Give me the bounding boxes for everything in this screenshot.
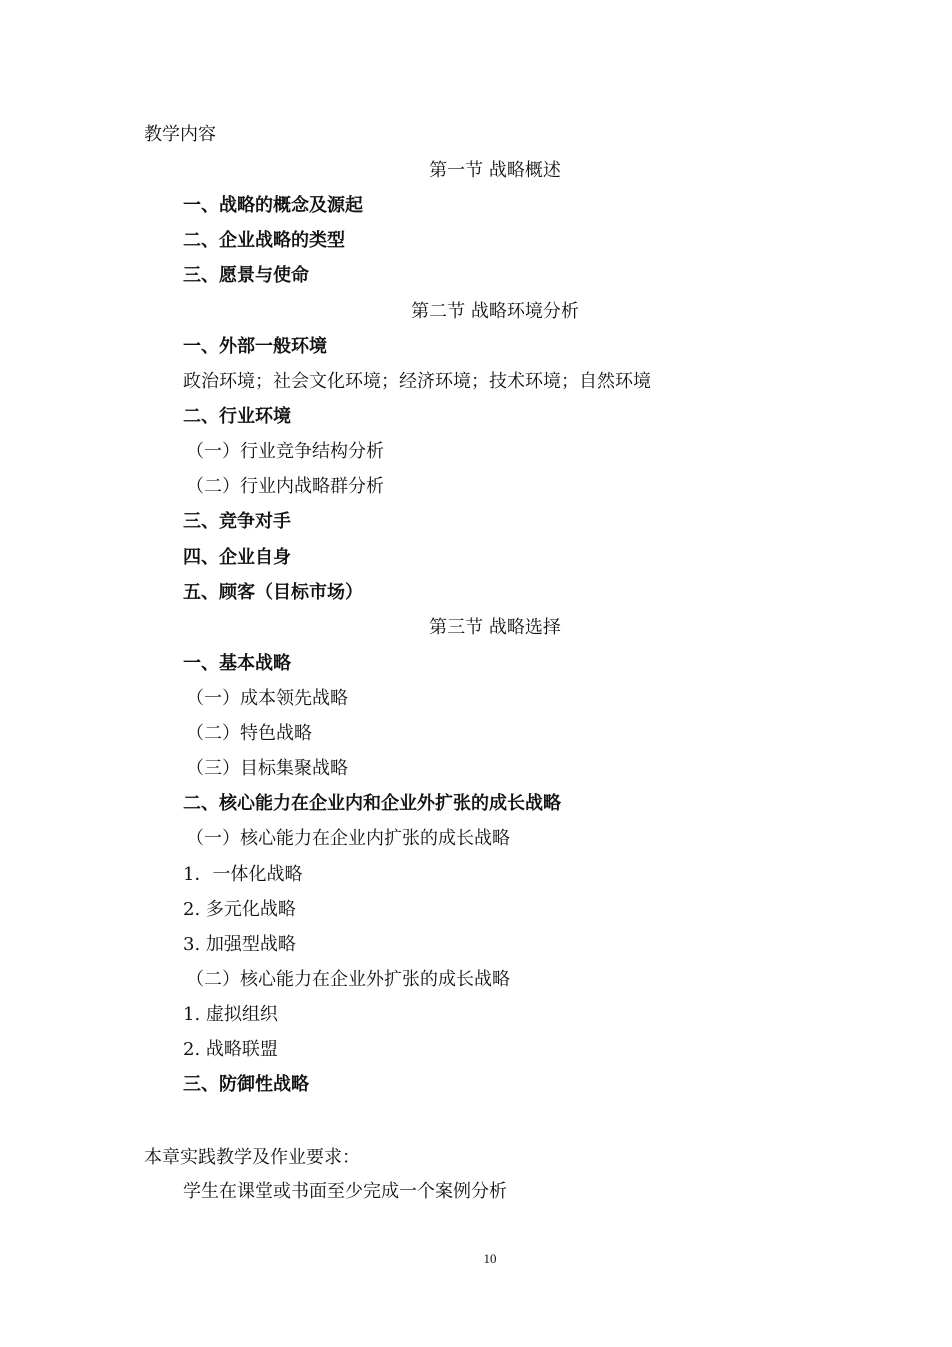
doc-line: 一、基本战略 bbox=[183, 653, 291, 674]
doc-line: 学生在课堂或书面至少完成一个案例分析 bbox=[183, 1181, 507, 1202]
section-heading: 第二节 战略环境分析 bbox=[411, 301, 579, 322]
doc-line: 2. 战略联盟 bbox=[183, 1039, 278, 1060]
doc-line: 教学内容 bbox=[144, 124, 216, 145]
doc-line: （三）目标集聚战略 bbox=[186, 758, 348, 779]
doc-line: 本章实践教学及作业要求： bbox=[144, 1147, 360, 1168]
doc-line: 五、顾客（目标市场） bbox=[183, 582, 363, 603]
doc-line: （一）核心能力在企业内扩张的成长战略 bbox=[186, 828, 510, 849]
doc-line: 三、愿景与使命 bbox=[183, 265, 309, 286]
doc-line: 3. 加强型战略 bbox=[183, 934, 296, 955]
doc-line: 政治环境；社会文化环境；经济环境；技术环境；自然环境 bbox=[183, 371, 651, 392]
doc-line: 2. 多元化战略 bbox=[183, 899, 296, 920]
doc-line: 四、企业自身 bbox=[183, 547, 291, 568]
doc-line: （二）特色战略 bbox=[186, 723, 312, 744]
doc-line: （一）成本领先战略 bbox=[186, 688, 348, 709]
doc-line: 1．一体化战略 bbox=[183, 864, 303, 885]
doc-line: 1. 虚拟组织 bbox=[183, 1004, 278, 1025]
doc-line: 二、行业环境 bbox=[183, 406, 291, 427]
page-number: 10 bbox=[483, 1251, 497, 1266]
doc-line: 二、企业战略的类型 bbox=[183, 230, 345, 251]
doc-line: （二）核心能力在企业外扩张的成长战略 bbox=[186, 969, 510, 990]
section-heading: 第三节 战略选择 bbox=[429, 617, 561, 638]
doc-line: 三、竞争对手 bbox=[183, 511, 291, 532]
doc-line: （二）行业内战略群分析 bbox=[186, 476, 384, 497]
doc-line: 三、防御性战略 bbox=[183, 1074, 309, 1095]
doc-line: 二、核心能力在企业内和企业外扩张的成长战略 bbox=[183, 793, 561, 814]
section-heading: 第一节 战略概述 bbox=[429, 160, 561, 181]
doc-line: 一、战略的概念及源起 bbox=[183, 195, 363, 216]
doc-line: 一、外部一般环境 bbox=[183, 336, 327, 357]
doc-line: （一）行业竞争结构分析 bbox=[186, 441, 384, 462]
